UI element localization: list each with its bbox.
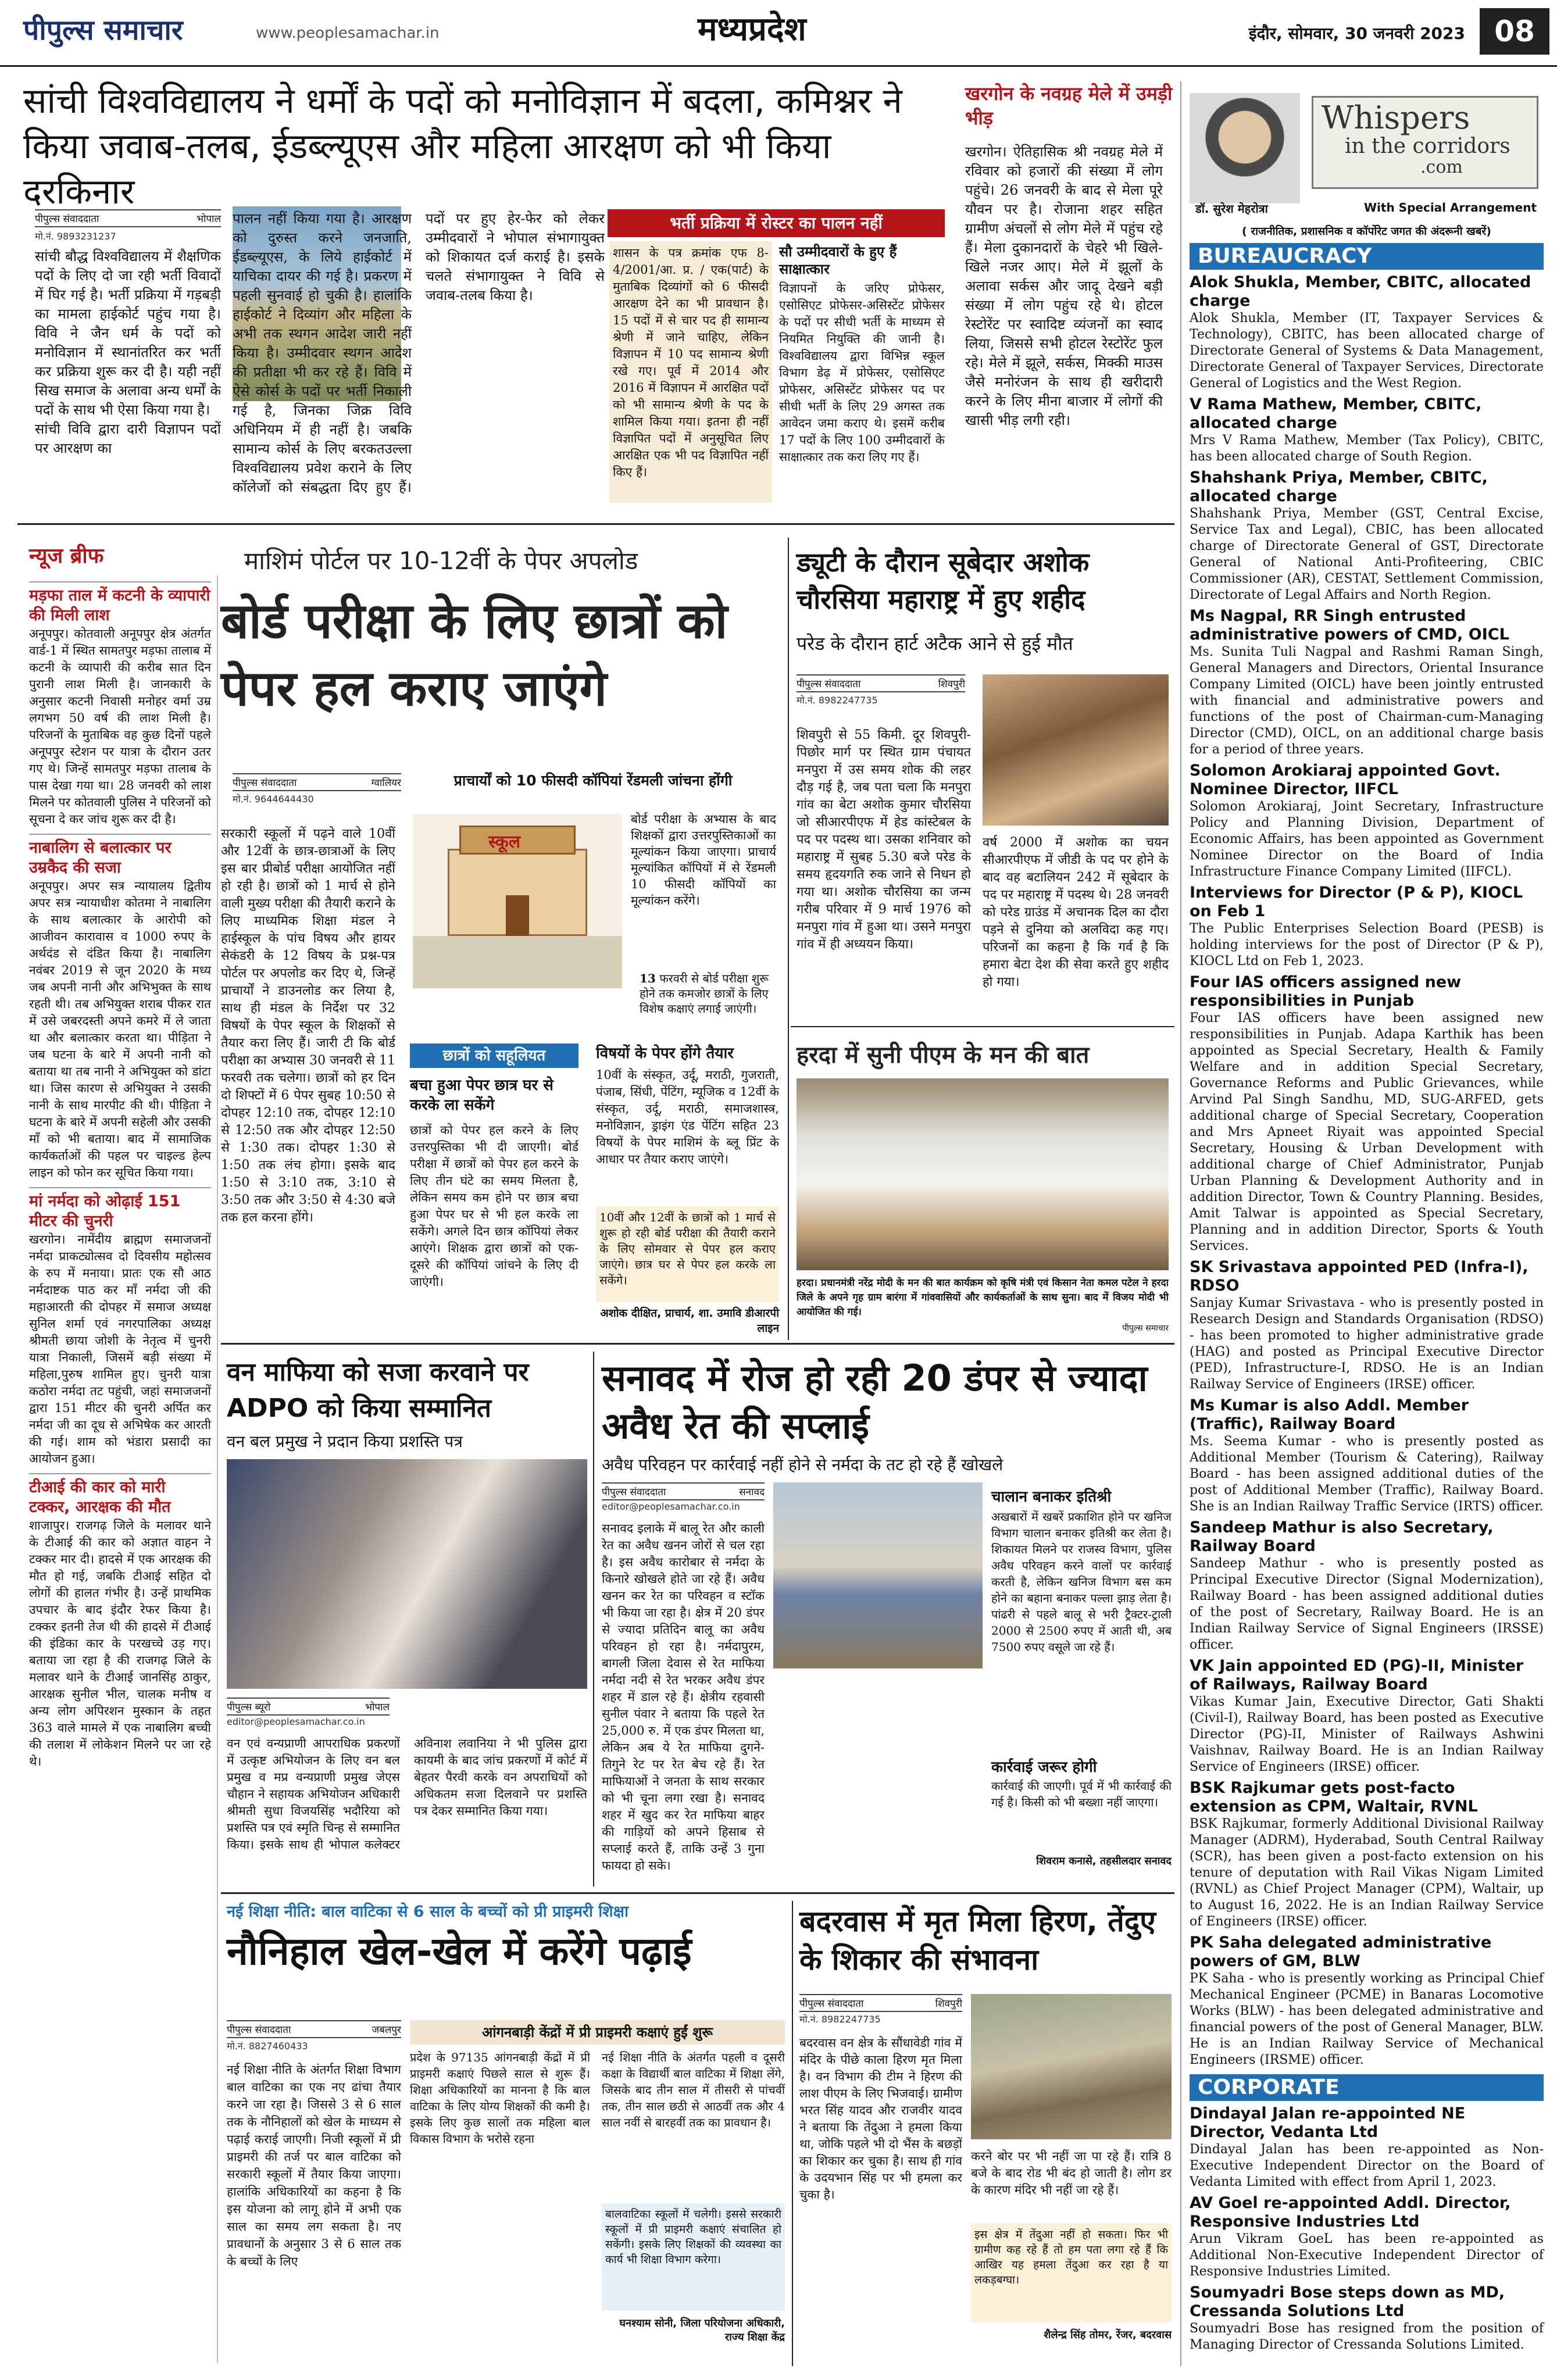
anganwadi-body: प्रदेश के 97135 आंगनबाड़ी केंद्रों में प्री प्राइमरी कक्षाएं पिछले साल से शुरू हैं। शिक्षा अधिकारियों का मानना है कि बाल वाटिका के लिए योग्य शिक्षकों की कमी है। इसके लिए कुछ सालों तक महिला बाल विकास विभाग के भरोसे रहना (410, 2050, 590, 2146)
harda-credit: पीपुल्स समाचार (1122, 1324, 1169, 1333)
brief-text: अनूपपुर। कोतवाली अनूपपुर क्षेत्र अंतर्गत वार्ड-1 में स्थित सामतपुर मड़फा तालाब में कटनी के व्यापारी की करीब सात दिन पुरानी लाश मिली है। जानकारी के अनुसार कटनी निवासी मनोहर वर्मा उम्र लगभग 50 वर्ष की लाश मिली है। परिजनों के मुताबिक वह कुछ दिनों पहले अनूपपुर स्टेशन पर यात्रा के दौरान उतर गए थे। जिन्हें सामतपुर मड़फा तालाब के पास देखा गया था। 28 जनवरी को लाश मिलने पर कोतवाली पुलिस ने परिजनों को सूचना दे कर जांच शुरू कर दी है। (29, 627, 211, 826)
sub2-body: 10वीं के संस्कृत, उर्दू, मराठी, गुजराती, पंजाब, सिंधी, पेंटिंग, म्यूजिक व 12वीं के संस्कृत, उर्दू, मराठी, समाजशास्त्र, मनोविज्ञान, ड्राइंग एंड पेंटिंग सहित 23 विषयों के पेपर माशिमं के ब्लू प्रिंट के आधार पर तैयार कराए जाएंगे। (596, 1068, 779, 1166)
logo: पीपुल्स समाचार (23, 14, 183, 47)
corporate-headline: Soumyadri Bose steps down as MD, Cressanda Solutions Ltd (1190, 2283, 1505, 2320)
preprimary-byline: पीपुल्स संवाददाता जबलपुर (227, 2020, 401, 2038)
divider-v2 (593, 1352, 594, 1886)
sub1-title: छात्रों को सहूलियत (410, 1044, 578, 1068)
columnist-name: डॉ. सुरेश मेहरोत्रा (1195, 202, 1268, 216)
martyr-body-2: वर्ष 2000 में अशोक का चयन सीआरपीएफ में जीडी के पद पर होने के बाद वह बटालियन 242 में सूबेदार के पद पर महाराष्ट्र में पदस्थ थे। 28 जनवरी को परेड ग्राउंड में अचानक दिल का दौरा पड़ने से दुनिया को अलविदा कह गए। परिजनों का कहना है कि गर्व है कि हमारा बेटा देश की सेवा करते हुए शहीद हो गया। (983, 835, 1169, 989)
corporate-text: Dindayal Jalan has been re-appointed as Non-Executive Independent Director on the Board of Vedanta Limited with effect from April 1, 2023. (1190, 2142, 1544, 2189)
school-illustration (413, 814, 622, 988)
board-body: सरकारी स्कूलों में पढ़ने वाले 10वीं और 12वीं के छात्र-छात्राओं के लिए इस बार प्रीबोर्ड परीक्षा आयोजित नहीं हो रही है। छात्रों को 1 मार्च से होने वाली मुख्य परीक्षा की तैयारी कराने के लिए माध्यमिक शिक्षा मंडल ने हाईस्कूल के पांच विषय और हायर सेकंडरी के 12 विषय के प्रश्न-पत्र पोर्टल पर अपलोड कर दिए थे, जिन्हें प्राचार्यों ने डाउनलोड कर लिया है, साथ ही मंडल के निर्देश पर 32 विषयों के पेपर स्कूल के शिक्षकों से तैयार करा लिए हैं। जारी टी कि बोर्ड परीक्षा का अभ्यास 30 जनवरी से 11 फरवरी तक चलेगा। छात्रों को हर दिन दो शिफ्टों में 6 पेपर सुबह 10:50 से दोपहर 12:10 तक, दोपहर 12:10 से 12:50 तक और दोपहर 12:50 से 1:30 तक। दोपहर 1:30 से 1:50 तक लंच होगा। इसके बाद 1:50 से 3:10 तक, 3:10 से 3:50 तक और 3:50 से 4:30 बजे तक हल करना होंगे। (221, 827, 395, 1225)
forest-sub: वन बल प्रमुख ने प्रदान किया प्रशस्ति पत्र (227, 1432, 463, 1451)
bureaucracy-headline: Sandeep Mathur is also Secretary, Railway Board (1190, 1518, 1494, 1555)
sub1-body: छात्रों को पेपर हल करने के लिए उत्तरपुस्तिका भी दी जाएगी। बोर्ड परीक्षा में छात्रों को पेपर हल करने के लिए तीन घंटे का समय मिलता है, लेकिन समय कम होने पर छात्र बचा हुआ पेपर घर से भी हल करके ला सकेंगे। अगले दिन छात्र कॉपियां लेकर आएंगे। शिक्षक द्वारा छात्रों को एक-दूसरे की कॉपियां जांचने के लिए दी जाएंगी। (410, 1123, 578, 1289)
bureaucracy-item (1190, 1396, 1544, 1515)
bureaucracy-headline: Alok Shukla, Member, CBITC, allocated charge (1190, 273, 1531, 310)
sanawad-headline: सनावद में रोज हो रही 20 डंपर से ज्यादा अवैध रेत की सप्लाई (602, 1357, 1148, 1447)
brief-headline: मां नर्मदा को ओढ़ाई 151 मीटर की चुनरी (29, 1187, 211, 1231)
brief-item (29, 834, 211, 1181)
divider-v1 (788, 538, 789, 1340)
lead-byline: पीपुल्स संवाददाता भोपाल (35, 209, 221, 227)
whispers-header (1190, 81, 1544, 221)
deer-byline: पीपुल्स संवाददाता शिवपुरी (799, 1994, 962, 2012)
bureaucracy-item (1190, 762, 1544, 880)
brief-headline: नाबालिग से बलात्कार पर उम्रकैद की सजा (29, 834, 211, 878)
bureaucracy-item (1190, 884, 1544, 970)
bureaucracy-text: Sanjay Kumar Srivastava - who is presently posted in Research Design and Standards Organisation (RDSO) - has been promoted to higher administrative grade (HAG) and posted as Principal Executive Director (PED), Infrastructure-I, RDSO. He is an Indian Railway Service of Engineers (IRSE) officer. (1190, 1296, 1544, 1392)
corporate-text: Soumyadri Bose has resigned from the position of Managing Director of Cressanda Solutions Limited. (1190, 2321, 1544, 2352)
bureaucracy-item (1190, 1657, 1544, 1775)
sanawad-sub: अवैध परिवहन पर कार्रवाई नहीं होने से नर्मदा के तट हो रहे हैं खोखले (602, 1455, 1004, 1474)
anganwadi-title: आंगनबाड़ी केंद्रों में प्री प्राइमरी कक्षाएं हुईं शुरू (410, 2020, 785, 2045)
divider-harda (791, 1026, 1174, 1027)
bureaucracy-text: Shahshank Priya, Member (GST, Central Excise, Service Tax and Legal), CBIC, has been allocated charge of Directorate General of GST, Directorate General of National Anti-Profiteering, CBIC Commissioner (AR), CESTAT, Settlement Commission, Directorate of Legal Affairs and North Region. (1190, 506, 1544, 602)
bureaucracy-headline: VK Jain appointed ED (PG)-II, Minister of Railways, Railway Board (1190, 1657, 1524, 1693)
bureaucracy-item (1190, 1518, 1544, 1653)
martyr-headline: ड्यूटी के दौरान सूबेदार अशोक चौरसिया महाराष्ट्र में हुए शहीद (797, 546, 1090, 615)
corporate-item (1190, 2104, 1544, 2190)
brief-item (29, 1473, 211, 1770)
whispers-logo (1312, 96, 1538, 189)
lead-headline: सांची विश्वविद्यालय ने धर्मों के पदों को मनोविज्ञान में बदला, कमिश्नर ने किया जवाब-तलब, ईडब्ल्यूएस और महिला आरक्षण को भी किया दरकिनार (23, 81, 902, 212)
corporate-list (1190, 2104, 1544, 2353)
lead-mobile: मो.नं. 9893231237 (35, 231, 116, 242)
preprimary-headline: नौनिहाल खेल-खेल में करेंगे पढ़ाई (227, 1929, 692, 1974)
martyr-body-1: शिवपुरी से 55 किमी. दूर शिवपुरी-पिछोर मार्ग पर स्थित ग्राम पंचायत मनपुरा में उस समय शोक की लहर दौड़ गई है, जब पता चला कि मनपुरा गांव का बेटा अशोक कुमार चौरसिया जो सीआरपीएफ में हेड कांस्टेबल के पद पर पदस्थ था। उसका शनिवार को महाराष्ट्र में सुबह 5.30 बजे परेड के समय हृदयगति रुक जाने से निधन हो गया था। अशोक चौरसिया का जन्म गरीब परिवार में 9 मार्च 1976 को मनपुरा गांव में हुआ था। उसने मनपुरा गांव में ही अध्ययन किया। (797, 728, 971, 952)
deer-headline: बदरवास में मृत मिला हिरण, तेंदुए के शिकार की संभावना (799, 1904, 1156, 1977)
dateline: इंदौर, सोमवार, 30 जनवरी 2023 (1248, 24, 1465, 43)
school-sign: स्कूल (488, 832, 521, 852)
brief-headline: टीआई की कार को मारी टक्कर, आरक्षक की मौत (29, 1473, 211, 1517)
preprimary-mobile: मो.नं. 8827460433 (227, 2040, 308, 2052)
brief-text: शाजापुर। राजगढ़ जिले के मलावर थाने के टीआई की कार को अज्ञात वाहन ने टक्कर मार दी। हादसे में एक आरक्षक की मौत हो गई, जबकि टीआई सहित दो लोगों की हालत गंभीर है। उन्हें प्राथमिक उपचार के बाद इंदौर रेफर किया है। टक्कर इतनी तेज थी की हादसे में टीआई की इंडिका कार के परखच्चे उड़ गए। बताया जा रहा है की राजगढ़ जिले के मलावर थाने के टीआई जानसिंह ठाकुर, आरक्षक सुनील भील, चालक मनीष व अन्य लोग अपिरशन मुस्कान के तहत 363 वाले मामले में एक नाबालिग बच्ची की तलाश में लोकेशन मिलने पर जा रहे थे। (29, 1518, 211, 1768)
sub2-head: विषयों के पेपर होंगे तैयार (596, 1045, 734, 1062)
khargone-headline: खरगोन के नवग्रह मेले में उमड़ी भीड़ (965, 83, 1173, 129)
martyr-byline: पीपुल्स संवाददाता शिवपुरी (797, 674, 965, 692)
deer-mobile: मो.नं. 8982247735 (799, 2014, 881, 2025)
lead-body-2: पालन नहीं किया गया है। आरक्षण को दुरुस्त करने जनजाति, ईडब्ल्यूएस, के लिये हाईकोर्ट में याचिका दायर की गई है। प्रकरण में पहली सुनवाई हो चुकी है। हालांकि हाईकोर्ट ने दिव्यांग और महिला के अभी तक स्थगन आदेश जारी नहीं किया है। उम्मीदवार स्थगन आदेश की प्रतीक्षा भी कर रहे हैं। विवि में ऐसे कोर्स के पदों पर भर्ती निकाली गई है, जिनका जिक्र विवि अधिनियम में ही नहीं है। जबकि सामान्य कोर्स के लिए बरकतउल्ला विश्वविद्यालय प्रवेश कराने के लिए कॉलेजों को संबद्धता दिए हुए हैं। पदों पर हुए हेर-फेर को लेकर उम्मीदवारों ने भोपाल संभागायुक्त को शिकायत दर्ज कराई है। इसके चलते संभागायुक्त ने विवि से जवाब-तलब किया है। (233, 210, 605, 495)
whispers-column (1180, 81, 1544, 2366)
corporate-headline: AV Goel re-appointed Addl. Director, Responsive Industries Ltd (1190, 2194, 1511, 2231)
harda-photo (797, 1078, 1169, 1270)
anganwadi-body-2: नई शिक्षा नीति के अंतर्गत पहली व दूसरी कक्षा के विद्यार्थी बाल वाटिका में शिक्षा लेंगे, जिसके बाद तीन साल में तीसरी से पांचवीं तक, तीन साल छठी से आठवीं तक और 4 साल नवीं से बारहवीं तक का प्रावधान है। (602, 2050, 785, 2129)
preprimary-kicker: नई शिक्षा नीति: बाल वाटिका से 6 साल के बच्चों को प्री प्राइमरी शिक्षा (227, 1903, 628, 1921)
brief-text: अनूपपुर। अपर सत्र न्यायालय द्वितीय अपर सत्र न्यायाधीश कोतमा ने नाबालिग के साथ बलात्कार के आरोपी को आजीवन कारावास व 1000 रुपए के अर्थदंड से दंडित किया है। नाबालिग नवंबर 2019 से जून 2020 के मध्य जब अपनी नानी और अभिभुक्त के साथ रहती थी। तब अभियुक्त शराब पीकर रात में उसे जबरदस्ती अपने कमरे में ले जाता था और बलात्कार करता था। पीड़िता ने जब घटना के बारे में अपनी नानी को बताया था तब नानी ने अभियुक्त को डांटा था। जिस कारण से अभियुक्त ने उसकी नानी के साथ मारपीट की थी। पीड़िता ने घटना के बारे में अपनी सहेली और उसकी माँ को भी बताया। बाद में सामाजिक कार्यकर्ताओं की पहल पर चाइल्ड हेल्प लाइन को फोन कर सूचित किया गया। (29, 879, 211, 1180)
board-quote: 10वीं और 12वीं के छात्रों को 1 मार्च से शुरू हो रही बोर्ड परीक्षा की तैयारी कराने के लिए सोमवार से पेपर हल कराए जाएंगे। छात्र घर से पेपर हल करके ला सकेंगे। (596, 1206, 779, 1302)
deer-body: बदरवास वन क्षेत्र के सौंधावेडी गांव में मंदिर के पीछे काला हिरण मृत मिला है। वन विभाग की टीम ने हिरण की लाश पीएम के लिए भिजवाई। ग्रामीण भरत सिंह यादव और राजवीर यादव ने बताया कि तेंदुआ ने हमला किया था, जोकि पहले भी दो भैंस के बछड़ों का शिकार कर चुका है। साथ ही गांव के उदयभान सिंह पर भी हमला कर चुका है। (799, 2036, 962, 2202)
bureaucracy-text: Alok Shukla, Member (IT, Taxpayer Services & Technology), CBITC, has been allocated charge of Directorate General of Systems & Data Management, Directorate General of Taxpayer Services, Directorate General of Logistics and the West Region. (1190, 311, 1544, 391)
challan-body: अखबारों में खबरें प्रकाशित होने पर खनिज विभाग चालान बनाकर इतिश्री कर लेता है। शिकायत मिलने पर राजस्व विभाग, पुलिस अवैध परिवहन करने वालों पर कार्रवाई करती है, लेकिन खनिज विभाग बस कम होने का बहाना बनाकर पल्ला झाड़ लेता है। पांढरी से पहले बालू से भरी ट्रैक्टर-ट्राली 2000 से 2500 रुपए में आती थी, अब 7500 रुपए वसूले जा रहे हैं। (991, 1510, 1172, 1654)
bureaucracy-headline: Shahshank Priya, Member, CBITC, allocated charge (1190, 469, 1488, 505)
bureaucracy-item (1190, 469, 1544, 603)
sanawad-email[interactable]: editor@peoplesamachar.co.in (602, 1501, 740, 1512)
deer-quote-by: शैलेन्द्र सिंह तोमर, रेंजर, बदरवास (1044, 2329, 1172, 2341)
bureaucracy-text: BSK Rajkumar, formerly Additional Divisional Railway Manager (ADRM), Hyderabad, South Central Railway (SCR), has been given a post-facto extension on his tenure of deputation with Rail Vikas Nigam Limited (RVNL) as Chief Project Manager (CPM), Waltair, up to August 16, 2022. He is an Indian Railway Service of Engineers (IRSE) officer. (1190, 1817, 1544, 1929)
board-kicker: माशिमं पोर्टल पर 10-12वीं के पेपर अपलोड (244, 546, 638, 575)
whispers-logo-line1: Whispers (1322, 99, 1470, 136)
bureaucracy-text: Ms. Seema Kumar - who is presently posted as Additional Member (Tourism & Catering), Railway Board - has been assigned additional duties of the post of Additional Member (Traffic), Railway Board. She is an Indian Railway Traffic Service (IRTS) officer. (1190, 1434, 1544, 1514)
masthead (0, 0, 1557, 67)
interview-body: विज्ञापनों के जरिए प्रोफेसर, एसोसिएट प्रोफेसर-असिस्टेंट प्रोफेसर के पदों पर सीधी भर्ती के माध्यम से नियमित नियुक्ति की जानी है। विश्वविद्यालय द्वारा विभिन्न स्कूल विभाग डेढ़ में प्रोफेसर, एसोसिएट प्रोफेसर, असिस्टेंट प्रोफेसर पद पर सीधी भर्ती के लिए 29 अगस्त तक आवेदन जमा कराए थे। इसमें करीब 17 पदों के लिए 100 उम्मीदवारों के साक्षात्कार तक करा लिए गए हैं। (779, 281, 945, 464)
bureaucracy-list (1190, 273, 1544, 2068)
bureaucracy-text: Solomon Arokiaraj, Joint Secretary, Infrastructure Policy and Planning Division, Department of Economic Affairs, has been appointed as Government Nominee Director on the Board of India Infrastructure Finance Company Limited (IIFCL). (1190, 799, 1544, 879)
martyr-mobile: मो.नं. 8982247735 (797, 695, 878, 706)
board-mobile: मो.नं. 9644644430 (233, 794, 314, 805)
interview-head: सौ उम्मीदवारों के हुए हैं साक्षात्कार (779, 244, 897, 277)
bureaucracy-headline: Ms Kumar is also Addl. Member (Traffic), Railway Board (1190, 1396, 1469, 1433)
section-title: मध्यप्रदेश (698, 10, 806, 48)
bureaucracy-item (1190, 273, 1544, 392)
whispers-tagline: ( राजनीतिक, प्रशासनिक व कॉर्पोरेट जगत की अंदरूनी खबरें) (1242, 225, 1491, 238)
divider-v3 (792, 1901, 793, 2366)
board-byline: पीपुल्स संवाददाता ग्वालियर (233, 773, 401, 791)
forest-body: वन एवं वन्यप्राणी आपराधिक प्रकरणों में उत्कृष्ट अभियोजन के लिए वन बल प्रमुख व मप्र वन्यप्राणी प्रमुख जेएस चौहान ने सहायक अभियोजन अधिकारी श्रीमती सुधा विजयसिंह भदौरिया को प्रशस्ति पत्र एवं स्मृति चिन्ह से सम्मानित किया। इसके साथ ही भोपाल कलेक्टर अविनाश लवानिया ने भी पुलिस द्वारा कायमी के बाद जांच प्रकरणों में कोर्ट में बेहतर पैरवी करके वन अपराधियों को अधिकतम सजा दिलवाने पर प्रशस्ति पत्र देकर सम्मानित किया गया। (227, 1736, 587, 1852)
brief-headline: मड़फा ताल में कटनी के व्यापारी की मिली लाश (29, 581, 211, 626)
corporate-bar: CORPORATE (1190, 2074, 1544, 2101)
divider-1 (17, 523, 1174, 525)
bureaucracy-item (1190, 395, 1544, 465)
martyr-photo (983, 674, 1169, 826)
sub1-head: बचा हुआ पेपर छात्र घर से करके ला सकेंगे (410, 1077, 553, 1114)
lead-body-1: सांची बौद्ध विश्वविद्यालय में शैक्षणिक पदों के लिए दो जा रही भर्ती विवादों में घिर गई है। भर्ती प्रक्रिया में गड़बड़ी का मामला हाईकोर्ट पहुंच गया है। विवि ने जैन धर्म के पदों को मनोविज्ञान में स्थानांतरित कर भर्ती कर प्रक्रिया शुरू कर दी है। यही नहीं सिख समाज के अलावा अन्य धर्मों के पदों के साथ भी ऐसा किया गया है। सांची विवि द्वारा दारी विज्ञापन पदों पर आरक्षण का (35, 248, 221, 456)
truck-photo (773, 1482, 983, 1668)
whispers-logo-line3: .com (1420, 157, 1463, 177)
arrangement: With Special Arrangement (1364, 201, 1537, 215)
bureaucracy-item (1190, 973, 1544, 1255)
bureaucracy-bar: BUREAUCRACY (1190, 243, 1544, 270)
bureaucracy-headline: SK Srivastava appointed PED (Infra-I), RDSO (1190, 1258, 1529, 1295)
roster-box-left: शासन के पत्र क्रमांक एफ 8-4/2001/आ. प्र. / एक(पार्ट) के मुताबिक दिव्यांगों को 6 फीसदी आरक्षण देने का भी प्रावधान है। 15 पदों में से चार पद ही सामान्य श्रेणी में जाने चाहिए, लेकिन विज्ञापन में 10 पद सामान्य श्रेणी रखे गए। पूर्व में 2014 और 2016 में विज्ञापन में आरक्षित पदों को भी सामान्य श्रेणी के पद के शामिल किया गया। इतना ही नहीं विज्ञापित पदों में अनुसूचित लिए आरक्षित एक भी पद विज्ञापित नहीं किए हैं। (609, 241, 772, 503)
bureaucracy-text: Mrs V Rama Mathew, Member (Tax Policy), CBITC, has been allocated charge of South Region. (1190, 433, 1544, 464)
brief-text: खरगोन। नामेंदीय ब्राह्मण समाजजनों नर्मदा प्राकट्योत्सव दो दिवसीय महोत्सव के रुप में मनाया। प्रातः एक सौ आठ नर्मदाष्टक पाठ कर माँ नर्मदा जी की महाआरती की दोपहर में समाज अध्यक्ष सुनिल शर्मा एवं नगरपालिका अध्यक्ष श्रीमती छाया जोशी के नेतृत्व में चुनरी यात्रा निकाली, जिसमें बड़ी संख्या में महिला,पुरुष शामिल हुए। चुनरी यात्रा कठोरा नर्मदा तट पहुंची, जहां समाजजनों द्वारा 151 मीटर की चुनरी अर्पित कर नर्मदा जी का दूध से अभिषेक कर आरती की गई। शाम को भंडारा प्रसादी का आयोजन हुआ। (29, 1232, 211, 1466)
sanawad-byline: पीपुल्स संवाददाता सनावद (602, 1482, 765, 1500)
bureaucracy-item (1190, 1779, 1544, 1930)
corporate-item (1190, 2194, 1544, 2280)
preprimary-body: नई शिक्षा नीति के अंतर्गत शिक्षा विभाग बाल वाटिका का एक नए ढांचा तैयार करने जा रहा है। जिससे 3 से 6 साल तक के नौनिहालों को खेल के माध्यम से पढ़ाई कराई जाएगी। निजी स्कूलों में प्री प्राइमरी की तर्ज पर बाल वाटिका को सरकारी स्कूलों में तैयार किया जाएगा। हालांकि अधिकारियों का कहना है कि इस योजना को लागू होने में अभी एक साल का समय लग सकता है। नए प्रावधानों के अनुसार 3 से 6 साल तक के बच्चों के लिए (227, 2063, 401, 2268)
bureaucracy-headline: PK Saha delegated administrative powers of GM, BLW (1190, 1934, 1492, 1970)
challan-title: चालान बनाकर इतिश्री (991, 1488, 1112, 1506)
whispers-logo-line2: in the corridors (1345, 134, 1510, 158)
corporate-text: Arun Vikram GoeL has been re-appointed as Additional Non-Executive Independent Director of Responsive Industries Limited. (1190, 2232, 1544, 2279)
bureaucracy-text: PK Saha - who is presently working as Principal Chief Mechanical Engineer (PCME) in Banaras Locomotive Works (BLW) - has been delegated administrative and financial powers of the post of General Manager, BLW. He is an Indian Railway Service of Mechanical Engineers (IRSME) officer. (1190, 1971, 1544, 2067)
forest-byline: पीपुल्स ब्यूरो भोपाल (227, 1698, 390, 1716)
news-brief-list (29, 576, 218, 2363)
bureaucracy-headline: V Rama Mathew, Member, CBITC, allocated charge (1190, 395, 1482, 432)
preprimary-quote-by: घनश्याम सोनी, जिला परियोजना अधिकारी, राज्य शिक्षा केंद्र (619, 2317, 785, 2343)
divider-3 (221, 1892, 1174, 1894)
divider-2 (221, 1343, 1174, 1345)
bureaucracy-text: Ms. Sunita Tuli Nagpal and Rashmi Raman Singh, General Managers and Directors, Oriental Insurance Company Limited (OICL) have been jointly entrusted with financial and administrative powers and functions of the post of Chairman-cum-Managing Director (CMD), OICL, on an additional charge basis for a period of three years. (1190, 645, 1544, 757)
news-brief-title: न्यूज ब्रीफ (29, 544, 104, 568)
principal-title: प्राचार्यों को 10 फीसदी कॉपियां रेंडमली जांचना होंगी (453, 772, 733, 789)
sanawad-body: सनावद इलाके में बालू रेत और काली रेत का अवैध खनन जोरों से चल रहा है। इस अवैध कारोबार से नर्मदा के किनारे खोखले होते जा रहे हैं। अवैध खनन कर रेत का परिवहन व स्टॉक भी किया जा रहा है। क्षेत्र में 20 डंपर से ज्यादा प्रतिदिन बालू का अवैध परिवहन हो रहा है। नर्मदापुरम, बागली जिला देवास से रेत माफिया नर्मदा नदी से रेत भरकर अवैध डंपर शहर में डाल रहे हैं। क्षेत्रीय रहवासी सुनील पंवार ने बताया कि पहले रेत 25,000 रु. में एक डंपर मिलता था, लेकिन अब ये रेत माफिया दुगने-तिगुने रेट पर रेत बेच रहे हैं। रेत माफियाओं ने जनता के साथ सरकार को भी चूना लगा रखा है। सनावद शहर में खुद कर रेत माफिया बाहर की गाड़ियों को अपने हिसाब से सप्लाई करते हैं, ताकि उन्हें 3 गुना फायदा हो सके। (602, 1521, 765, 1872)
khargone-body: खरगोन। ऐतिहासिक श्री नवग्रह मेले में रविवार को हजारों की संख्या में लोग पहुंचे। 26 जनवरी के बाद से मेला पूरे यौवन पर है। रोजाना शहर सहित ग्रामीण अंचलों से लोग मेले में पहुंच रहे हैं। मेला दुकानदारों के चेहरे भी खिले-खिले नजर आए। मेले में झूलों के अलावा सर्कस और जादू देखने बड़ी संख्या में लोग पहुंच रहे थे। होटल रेस्टोरेंट पर स्वादिष्ट व्यंजनों का स्वाद लिया, जिससे सभी होटल रेस्टोरेंट फुल रहे। मेले में झूले, सर्कस, मिक्की माउस जैसे मनोरंजन के साथ ही खरीदारी करने के लिए मीना बाजार में लोगों की खासी भीड़ लगी रही। (965, 144, 1163, 428)
roster-box-title: भर्ती प्रक्रिया में रोस्टर का पालन नहीं (608, 209, 945, 237)
action-by: शिवराम कनासे, तहसीलदार सनावद (1036, 1855, 1172, 1867)
forest-photo (227, 1459, 587, 1689)
forest-email[interactable]: editor@peoplesamachar.co.in (227, 1716, 365, 1727)
board-quote-by: अशोक दीक्षित, प्राचार्य, शा. उमावि डीआरपी लाइन (600, 1307, 779, 1335)
columnist-photo (1190, 93, 1300, 203)
brief-item (29, 1187, 211, 1467)
corporate-item (1190, 2283, 1544, 2353)
corporate-headline: Dindayal Jalan re-appointed NE Director, Vedanta Ltd (1190, 2104, 1466, 2141)
brief-item (29, 581, 211, 828)
bureaucracy-item (1190, 607, 1544, 758)
callout-1: बोर्ड परीक्षा के अभ्यास के बाद शिक्षकों द्वारा उत्तरपुस्तिकाओं का मूल्यांकन किया जाएगा। प्राचार्य मूल्यांकित कॉपियों में से रेंडमली 10 फीसदी कॉपियों का मूल्यांकन करेंगे। (631, 812, 776, 907)
action-title: कार्रवाई जरूर होगी (991, 1759, 1097, 1776)
bureaucracy-headline: Ms Nagpal, RR Singh entrusted administrative powers of CMD, OICL (1190, 607, 1509, 644)
preprimary-quote: बालवाटिका स्कूलों में चलेगी। इससे सरकारी स्कूलों में प्री प्राइमरी कक्षाएं संचालित हो सकेंगी। इसके लिए शिक्षकों की व्यवस्था का कार्य भी शिक्षा विभाग करेगा। (602, 2203, 785, 2311)
bureaucracy-text: The Public Enterprises Selection Board (PESB) is holding interviews for the post of Director (P & P), KIOCL Ltd on Feb 1, 2023. (1190, 921, 1544, 969)
deer-photo (971, 1994, 1172, 2139)
harda-caption: हरदा। प्रधानमंत्री नरेंद्र मोदी के मन की बात कार्यक्रम को कृषि मंत्री एवं किसान नेता कमल पटेल ने हरदा जिले के अपने गृह ग्राम बारंगा में गांववासियों और कार्यकर्ताओं के साथ सुना। बाद में विजय मोदी भी आयोजित की गई। (797, 1277, 1169, 1318)
bureaucracy-text: Vikas Kumar Jain, Executive Director, Gati Shakti (Civil-I), Railway Board, has been posted as Executive Director (PG)-II, Minister of Railways Ashwini Vaishnav, Railway Board. He is an Indian Railway Service of Engineers (IRSE) officer. (1190, 1695, 1544, 1774)
page-number: 08 (1480, 8, 1549, 55)
bureaucracy-headline: Solomon Arokiaraj appointed Govt. Nominee Director, IIFCL (1190, 762, 1501, 798)
bureaucracy-item (1190, 1258, 1544, 1393)
bureaucracy-text: Sandeep Mathur - who is presently posted as Principal Executive Director (Signal Modernization), Railway Board - has been assigned additional duties of the post of Secretary, Railway Board. He is an Indian Railway Service of Signal Engineers (IRSSE) officer. (1190, 1556, 1544, 1652)
callout-2: 13 फरवरी से बोर्ड परीक्षा शुरू होने तक कमजोर छात्रों के लिए विशेष कक्षाएं लगाई जाएंगी। (640, 971, 769, 1016)
bureaucracy-headline: Interviews for Director (P & P), KIOCL on Feb 1 (1190, 884, 1523, 920)
action-body: कार्रवाई की जाएगी। पूर्व में भी कार्रवाई की गई है। किसी को भी बख्शा नहीं जाएगा। (991, 1779, 1172, 1809)
forest-headline: वन माफिया को सजा करवाने पर ADPO को किया सम्मानित (227, 1357, 529, 1423)
deer-body-2: करने बोर पर भी नहीं जा पा रहे हैं। रात्रि 8 बजे के बाद रोड भी बंद हो जाती है। लोग डर के कारण मंदिर भी नहीं जा रहे हैं। (971, 2149, 1172, 2197)
board-headline: बोर्ड परीक्षा के लिए छात्रों को पेपर हल कराए जाएंगे (221, 592, 728, 717)
deer-quote: इस क्षेत्र में तेंदुआ नहीं हो सकता। फिर भी ग्रामीण कह रहे हैं तो हम पता लगा रहे हैं कि आखिर यह हमला तेंदुआ कर रहा है या लकड़बग्घा। (971, 2224, 1172, 2322)
bureaucracy-item (1190, 1934, 1544, 2068)
harda-headline: हरदा में सुनी पीएम के मन की बात (797, 1042, 1090, 1069)
martyr-sub: परेड के दौरान हार्ट अटैक आने से हुई मौत (797, 632, 1073, 655)
bureaucracy-headline: BSK Rajkumar gets post-facto extension as CPM, Waltair, RVNL (1190, 1779, 1478, 1816)
bureaucracy-headline: Four IAS officers assigned new responsibilities in Punjab (1190, 973, 1462, 1010)
site-url[interactable]: www.peoplesamachar.in (256, 24, 440, 42)
bureaucracy-text: Four IAS officers have been assigned new responsibilities in Punjab. Adapa Karthik has been appointed as Special Secretary, Health & Family Welfare and in addition Special Secretary, Governance Reforms and Public Grievances, while Arvind Pal Singh Sandhu, MD, SUG-ARFED, gets additional charge of Special Secretary, Cooperation and Mrs Apneet Riyait was appointed Special Secretary, Housing & Urban Development with additional charge of Chief Administrator, Punjab Urban Planning & Development Authority and in addition Director, Town & Country Planning. Besides, Amit Talwar is appointed as Special Secretary, Planning and in addition Director, Sports & Youth Services. (1190, 1011, 1544, 1253)
